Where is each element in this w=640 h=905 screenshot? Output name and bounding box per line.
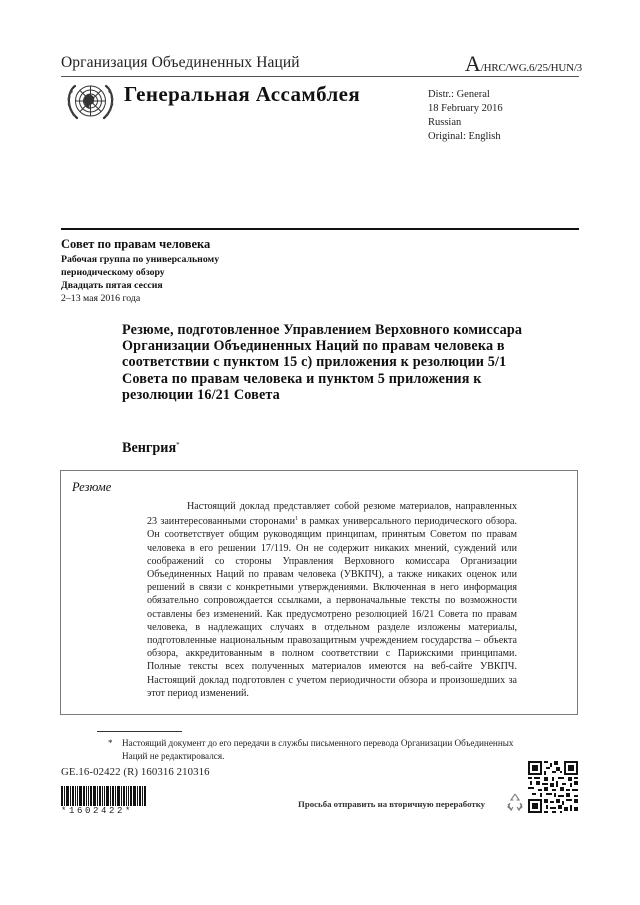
header-rule [61,76,579,77]
council-name: Совет по правам человека [61,237,211,251]
document-symbol [465,51,582,77]
distribution-type: Distr.: General [428,89,490,100]
symbol-code: /HRC/WG.6/25/HUN/3 [480,62,582,74]
footnote [110,737,530,762]
country-heading [122,440,180,457]
un-emblem-icon [63,80,118,122]
summary-text-part2: в рамках универсального периодического обзора. Он соответствует общим руководящим принципам, принятым Советом по правам человека в его решении 17/119. Он не содержит никаких мнений, суждений или соображений со стороны Управления Верховного комиссара Организации Объединенных Наций по правам человека (УВКПЧ), а также никаких оценок или решений в связи с конкретными утверждениями. Включенная в него информация обязательно сопровождается ссылками, а первоначальные тексты по возможности оставлены без изменений. Как предусмотрено резолюцией 16/21 Совета по правам человека, в надлежащих случаях в отдельном разделе изложены материалы, подготовленные национальным правозащитным учреждением государства – объекта обзора, аккредитованным в полном соответствии с Парижскими принципами. Полные тексты всех полученных материалов имеются на веб-сайте УВКПЧ. Настоящий доклад подготовлен с учетом периодичности обзора и произошедших за этот период изменений. [147,516,517,699]
distribution-language: Russian [428,117,462,128]
working-group-line1: Рабочая группа по универсальному [61,254,220,265]
job-number: GE.16-02422 (R) 160316 210316 [61,766,210,778]
original-language: Original: English [428,131,501,142]
summary-text [147,500,517,700]
footnote-mark: * [108,738,113,748]
country-name: Венгрия [122,440,177,456]
working-group-line2: периодическому обзору [61,267,165,278]
distribution-date: 18 February 2016 [428,103,503,114]
distribution-block [428,88,503,144]
footnote-ref: 1 [295,516,299,523]
symbol-letter: A [464,51,481,76]
barcode-icon [61,786,154,806]
session-name: Двадцать пятая сессия [61,280,163,291]
qr-code-icon [528,761,578,813]
document-title: Резюме, подготовленное Управлением Верховного комиссара Организации Объединенных Наций по правам человека в соответствии с пунктом 15 c) приложения к резолюции 5/1 Совета по правам человека и пунктом 5 приложения к резолюции 16/21 Совета [122,322,523,403]
summary-text-part1: Настоящий доклад представляет собой резюме материалов, направленных 23 заинтересованными сторонами [147,501,517,528]
barcode-text: *1602422* [61,806,134,816]
footnote-text: Настоящий документ до его передачи в службы письменного перевода Организации Объединенных Наций не редактировался. [122,738,514,761]
summary-label: Резюме [72,480,112,494]
header-thick-rule [61,228,579,230]
country-footnote-mark: * [176,441,180,449]
session-info [61,253,219,305]
body-title: Генеральная Ассамблея [124,82,361,106]
recycle-icon [505,792,525,812]
organization-name: Организация Объединенных Наций [61,54,300,71]
session-dates: 2–13 мая 2016 года [61,293,141,304]
summary-paragraph [147,500,517,700]
footnote-rule [97,731,182,732]
recycle-text: Просьба отправить на вторичную переработку [298,799,486,809]
